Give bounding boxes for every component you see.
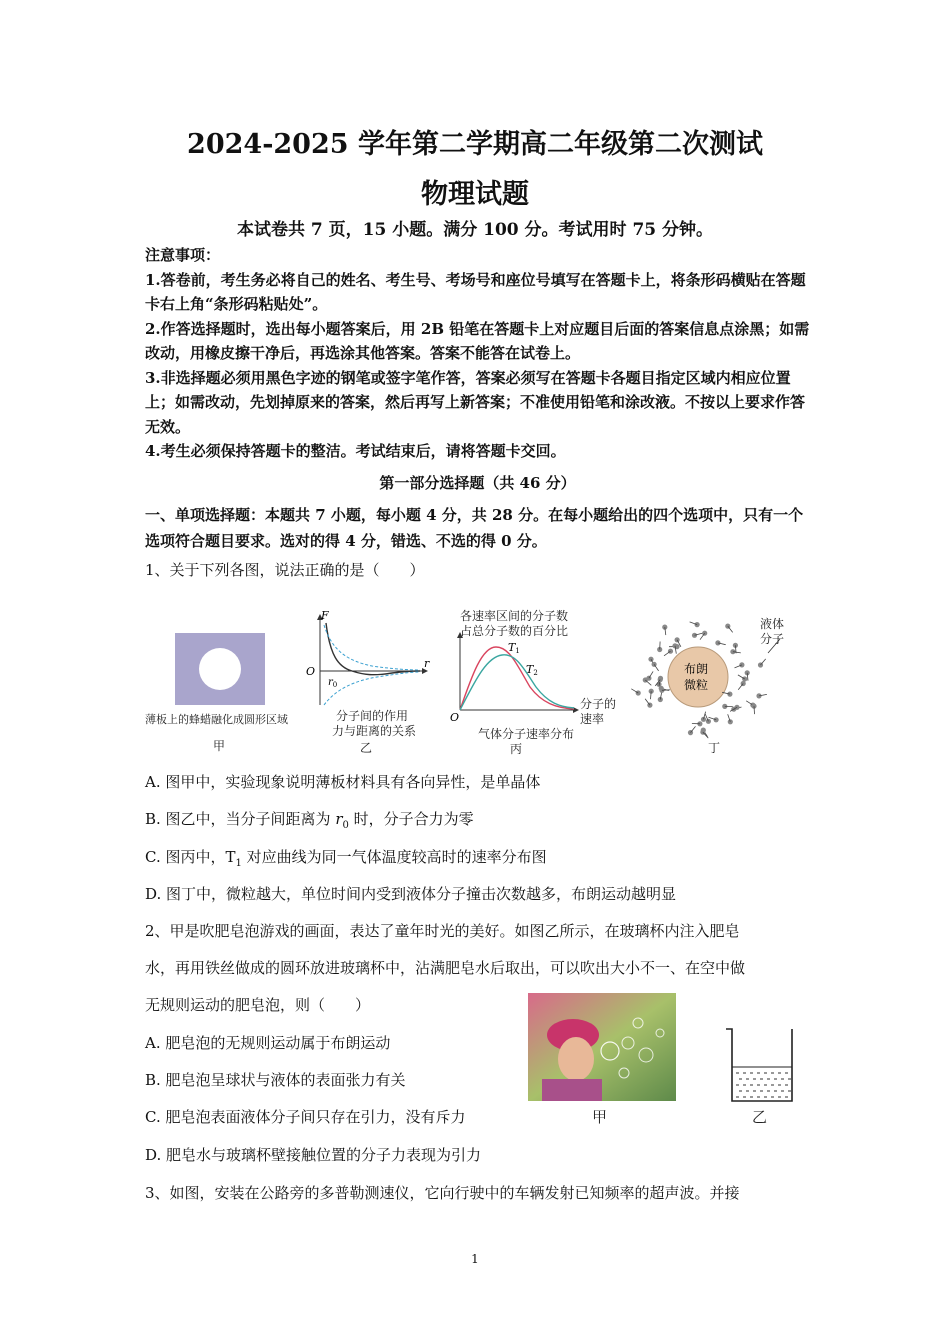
q1-option-b-text: B. 图乙中，当分子间距离为 (145, 810, 336, 828)
liquid-molecule (648, 657, 653, 662)
notes-heading: 注意事项： (145, 246, 221, 264)
note-item: 3.非选择题必须用黑色字迹的钢笔或签字笔作答，答案必须写在答题卡各题目指定区域内相应位置上；如需改动，先划掉原来的答案，然后再写上新答案；不准使用铅笔和涂改液。不按以上要求作答无效。 (145, 368, 806, 436)
q1-option-a[interactable]: A. 图甲中，实验现象说明薄板材料具有各向异性，是单晶体 (145, 773, 541, 791)
q1-option-c-text: C. 图丙中，T (145, 848, 236, 866)
plate-svg (145, 605, 295, 755)
note-item: 4.考生必须保持答题卡的整洁。考试结束后，请将答题卡交回。 (145, 442, 566, 460)
beaker-svg (722, 1025, 802, 1105)
q2-stem-line3: 无规则运动的肥皂泡，则（ ） (145, 996, 371, 1014)
velocity-arrow (691, 726, 696, 732)
exam-title: 2024-2025 学年第二学期高二年级第二次测试 (187, 129, 763, 160)
page-number: 1 (471, 1252, 479, 1266)
origin-label: O (450, 711, 460, 724)
t1-subscript: 1 (235, 858, 242, 869)
r0-symbol: r (335, 810, 343, 828)
section-description: 一、单项选择题：本题共 7 小题，每小题 4 分，共 28 分。在每小题给出的四个选项中，只有一个选项符合题目要求。选对的得 4 分，错选、不选的得 0 分。 (145, 506, 804, 550)
q1-figure-bing (450, 605, 620, 755)
q2-stem-line2: 水，再用铁丝做成的圆环放进玻璃杯中，沾满肥皂水后取出，可以吹出大小不一、在空中做 (145, 959, 746, 977)
liquid-molecule (692, 633, 697, 638)
particle-label-line1: 布朗 (684, 662, 709, 676)
liquid-molecule (668, 649, 673, 654)
fig-bing-xlabel-line2: 速率 (580, 712, 605, 726)
q1-option-b[interactable] (145, 807, 810, 838)
fig-bing-label: 丙 (510, 742, 523, 756)
q2-option-d[interactable]: D. 肥皂水与玻璃杯壁接触位置的分子力表现为引力 (145, 1146, 482, 1164)
velocity-arrow (761, 659, 766, 665)
axis-r-label: r (424, 657, 430, 670)
q1-option-d[interactable]: D. 图丁中，微粒越大，单位时间内受到液体分子撞击次数越多，布朗运动越明显 (145, 885, 677, 903)
fig-ding-label: 丁 (708, 741, 721, 755)
brownian-particle (668, 647, 728, 707)
liquid-label-line2: 分子 (760, 632, 785, 646)
velocity-arrow (662, 690, 670, 691)
soap-water-pattern (736, 1073, 791, 1097)
liquid-molecule (706, 719, 711, 724)
fig-bing-ylabel-line2: 占总分子数的百分比 (460, 624, 569, 638)
fig-jia-label: 甲 (213, 739, 226, 753)
fig-bing-caption: 气体分子速率分布 (478, 727, 575, 741)
liquid-molecule (739, 662, 744, 667)
attraction-curve (324, 672, 420, 705)
r0-subscript: 0 (342, 820, 349, 831)
bubble-photo (528, 993, 676, 1101)
net-force-curve (326, 623, 420, 675)
fig-yi-caption-line1: 分子间的作用 (336, 709, 409, 723)
face-shape (558, 1037, 594, 1081)
liquid-molecule (702, 631, 707, 636)
q1-stem: 1、关于下列各图，说法正确的是（ ） (145, 561, 425, 579)
fig-yi-label: 乙 (360, 741, 373, 755)
liquid-molecule (701, 717, 706, 722)
q1-figure-jia (145, 605, 295, 755)
T2-label: T2 (526, 663, 538, 677)
q3-stem-line1: 3、如图，安装在公路旁的多普勒测速仪，它向行驶中的车辆发射已知频率的超声波。并接 (145, 1184, 740, 1202)
fig-yi-caption-line2: 力与距离的关系 (332, 724, 417, 738)
q2-option-a[interactable]: A. 肥皂泡的无规则运动属于布朗运动 (145, 1034, 391, 1052)
origin-label: O (306, 665, 316, 678)
q2-stem-line1: 2、甲是吹肥皂泡游戏的画面，表达了童年时光的美好。如图乙所示，在玻璃杯内注入肥皂 (145, 922, 740, 940)
shirt-shape (542, 1079, 602, 1101)
q1-figure-ding (628, 605, 808, 755)
velocity-arrow (738, 684, 743, 690)
melted-wax-circle (199, 648, 241, 690)
liquid-molecule (728, 719, 733, 724)
part1-heading: 第一部分选择题（共 46 分） (379, 474, 576, 492)
q1-option-b-text-end: 时，分子合力为零 (348, 810, 474, 828)
fig-bing-ylabel-line1: 各速率区间的分子数 (460, 609, 569, 623)
q2-figure-yi-beaker (722, 1025, 802, 1105)
exam-intro: 本试卷共 7 页，15 小题。满分 100 分。考试用时 75 分钟。 (236, 220, 714, 240)
note-item: 1.答卷前，考生务必将自己的姓名、考生号、考场号和座位号填写在答题卡上，将条形码横贴在答题卡右上角“条形码粘贴处”。 (145, 270, 806, 313)
velocity-arrow (645, 680, 651, 685)
r0-label: $r_0$ (328, 677, 338, 689)
q2-fig-yi-label: 乙 (752, 1108, 768, 1126)
q1-option-c-text-end: 对应曲线为同一气体温度较高时的速率分布图 (241, 848, 547, 866)
subject-title: 物理试题 (421, 179, 529, 210)
note-item: 2.作答选择题时，选出每小题答案后，用 2B 铅笔在答题卡上对应题目后面的答案信息点涂黑；如需改动，用橡皮擦干净后，再选涂其他答案。答案不能答在试卷上。 (145, 319, 810, 362)
q2-option-c[interactable]: C. 肥皂泡表面液体分子间只存在引力，没有斥力 (145, 1108, 466, 1126)
repulsion-curve (324, 625, 420, 670)
q2-fig-jia-label: 甲 (592, 1108, 608, 1126)
particle-label-line2: 微粒 (684, 678, 709, 692)
fig-bing-xlabel-line1: 分子的 (580, 697, 617, 711)
q2-option-b[interactable]: B. 肥皂泡呈球状与液体的表面张力有关 (145, 1071, 406, 1089)
velocity-arrow (754, 706, 755, 714)
notes-section (145, 243, 810, 464)
beaker-outline (726, 1029, 792, 1101)
liquid-label-line1: 液体 (760, 617, 785, 631)
curve-T2 (460, 655, 574, 710)
axis-F-label: F (321, 609, 329, 622)
T1-label: T1 (508, 641, 520, 655)
q1-option-c[interactable] (145, 845, 810, 876)
q1-figure-yi (302, 605, 437, 755)
liquid-molecule (727, 692, 732, 697)
q2-figure-jia-photo (528, 993, 676, 1101)
fig-jia-caption: 薄板上的蜂蜡融化成圆形区域 (145, 713, 288, 726)
velocity-arrow (728, 626, 733, 632)
